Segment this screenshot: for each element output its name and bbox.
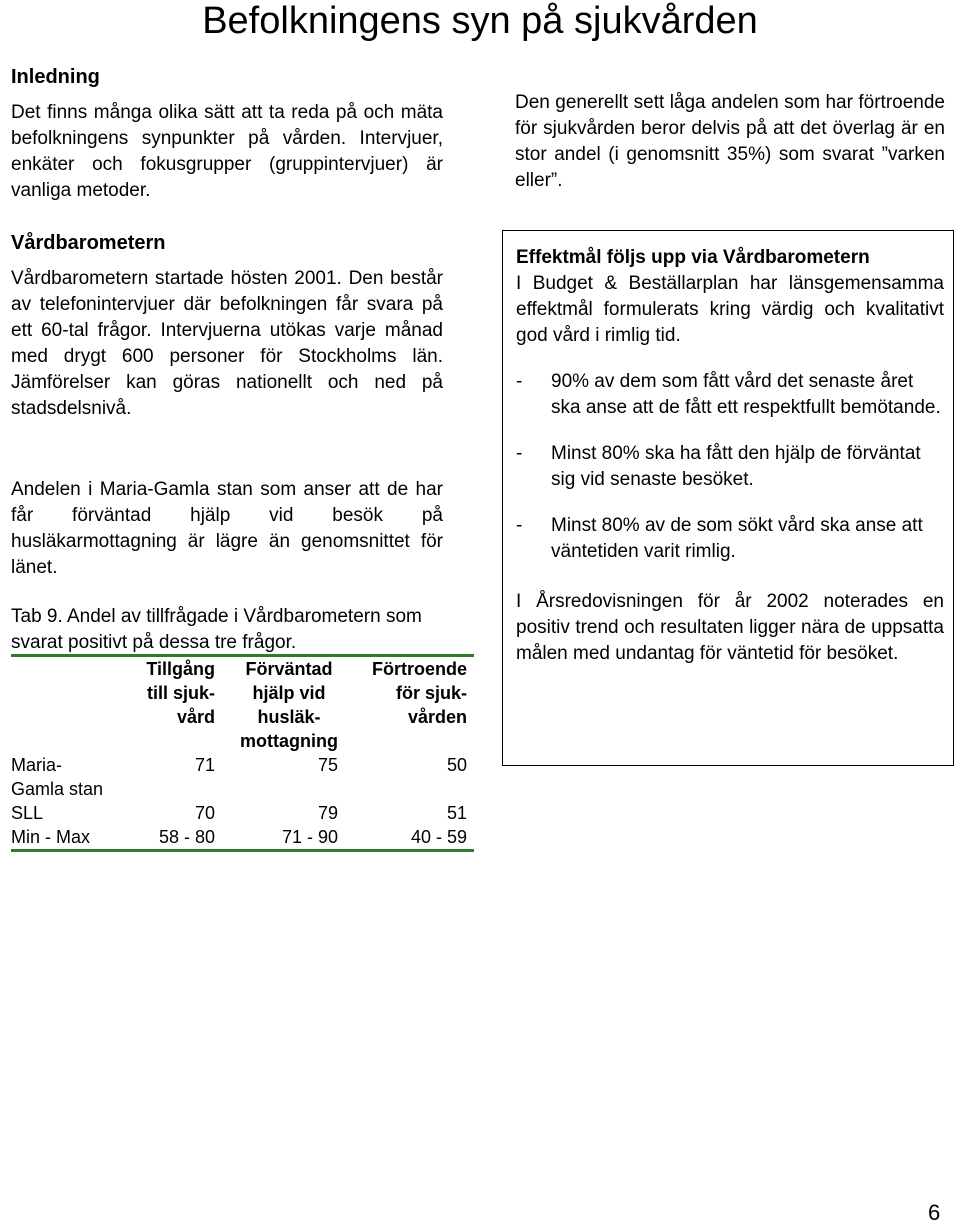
effektmal-box xyxy=(502,230,954,766)
vardbarometern-section xyxy=(11,230,443,422)
goals-list xyxy=(516,369,944,565)
row-label: Maria-Gamla stan xyxy=(11,755,104,799)
row-value: 58 - 80 xyxy=(158,827,215,847)
table-header-row xyxy=(11,657,474,753)
list-item xyxy=(516,513,944,565)
header-fortroende: Förtroende för sjuk- vården xyxy=(371,659,467,727)
right-intro-text: Den generellt sett låga andelen som har förtroende för sjukvården beror delvis på att det överlag är en stor andel (i genomsnitt 35%) som svarat ”varken eller”. xyxy=(515,92,945,191)
effektmal-content xyxy=(516,245,944,667)
right-intro xyxy=(515,90,945,194)
effektmal-heading: Effektmål följs upp via Vårdbarometern xyxy=(516,247,870,268)
andel-section xyxy=(11,477,443,581)
list-item xyxy=(516,369,944,421)
header-tillgang: Tillgång till sjuk- vård xyxy=(146,659,215,727)
row-value: 71 xyxy=(194,755,215,775)
row-value: 51 xyxy=(446,803,467,823)
goal-text: 90% av dem som fått vård det senaste året ska anse att de fått ett respektfullt bemötande. xyxy=(551,371,941,418)
effektmal-text: I Budget & Beställarplan har länsgemensamma effektmål formulerats kring värdig och kvalitativt god vård i rimlig tid. xyxy=(516,273,944,346)
dash-bullet: - xyxy=(516,515,523,536)
row-value: 79 xyxy=(317,803,338,823)
table-row xyxy=(11,801,474,825)
table-row xyxy=(11,753,474,801)
andel-text: Andelen i Maria-Gamla stan som anser att de har får förväntad hjälp vid besök på husläkarmottagning är lägre än genomsnittet för länet. xyxy=(11,479,443,578)
dash-bullet: - xyxy=(516,443,523,464)
dash-bullet: - xyxy=(516,371,523,392)
goal-text: Minst 80% av de som sökt vård ska anse att väntetiden varit rimlig. xyxy=(551,515,923,562)
vardbarometern-heading: Vårdbarometern xyxy=(11,232,166,254)
row-value: 40 - 59 xyxy=(410,827,467,847)
results-table xyxy=(11,654,474,852)
header-forvantad: Förväntad hjälp vid husläk- mottagning xyxy=(240,659,338,751)
vardbarometern-text: Vårdbarometern startade hösten 2001. Den består av telefonintervjuer där befolkningen får svara på ett 60-tal frågor. Intervjuerna utökas varje månad med drygt 600 personer för Stockholms län. Jämförelser kan göras nationellt och ned på stadsdelsnivå. xyxy=(11,268,443,419)
table-row xyxy=(11,825,474,849)
effektmal-conclusion: I Årsredovisningen för år 2002 noterades en positiv trend och resultaten ligger nära de uppsatta målen med undantag för väntetid för besöket. xyxy=(516,591,944,664)
page-number: 6 xyxy=(928,1200,941,1225)
row-value: 75 xyxy=(317,755,338,775)
intro-text: Det finns många olika sätt att ta reda på och mäta befolkningens synpunkter på vården. Intervjuer, enkäter och fokusgrupper (gruppintervjuer) är vanliga metoder. xyxy=(11,102,443,201)
row-label: Min - Max xyxy=(11,827,91,847)
row-value: 50 xyxy=(446,755,467,775)
row-label: SLL xyxy=(11,803,44,823)
table-caption: Tab 9. Andel av tillfrågade i Vårdbarometern som svarat positivt på dessa tre frågor. xyxy=(11,606,422,653)
goal-text: Minst 80% ska ha fått den hjälp de förväntat sig vid senaste besöket. xyxy=(551,443,921,490)
page-title: Befolkningens syn på sjukvården xyxy=(202,0,758,42)
row-value: 71 - 90 xyxy=(281,827,338,847)
list-item xyxy=(516,441,944,493)
intro-heading: Inledning xyxy=(11,66,100,88)
intro-section xyxy=(11,64,443,204)
row-value: 70 xyxy=(194,803,215,823)
